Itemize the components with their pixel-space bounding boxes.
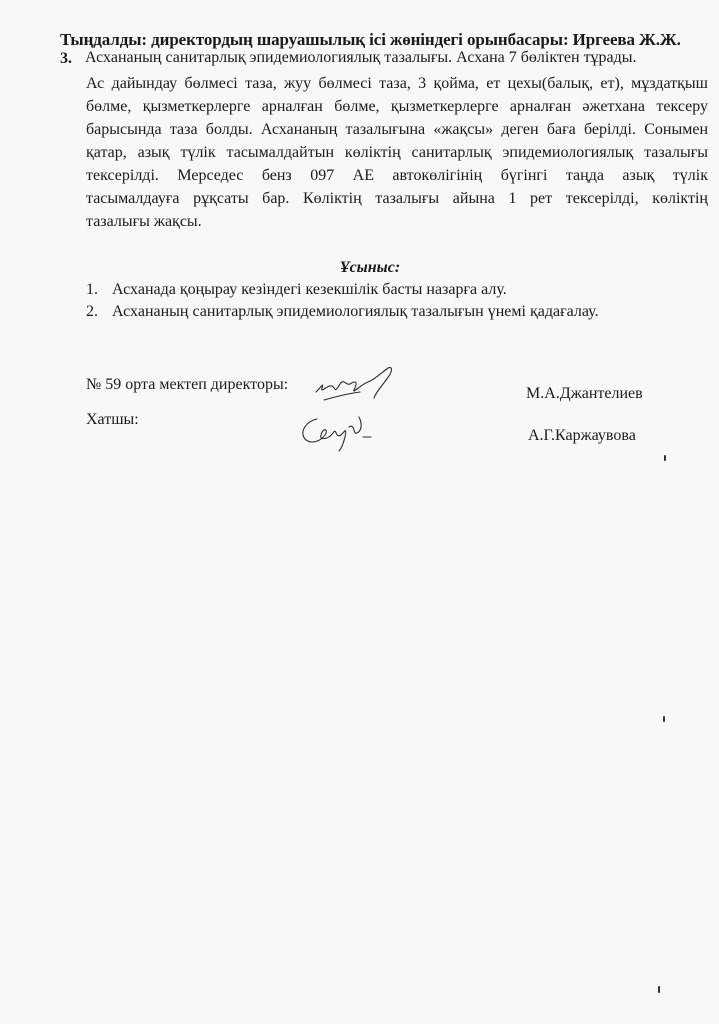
recommendation-number: 2. [86, 303, 98, 320]
paragraph-line: барысында таза болды. Асхананың тазалығына «жақсы» деген баға берілді. Сонымен [86, 121, 708, 138]
paragraph-line: Ас дайындау бөлмесі таза, жуу бөлмесі таза, 3 қойма, ет цехы(балық, ет), мұздатқыш [86, 75, 708, 92]
secretary-label: Хатшы: [86, 411, 139, 428]
heading: Тыңдалды: директордың шаруашылық ісі жөніндегі орынбасары: Иргеева Ж.Ж. [60, 30, 681, 49]
paragraph-line: қатар, азық түлік тасымалдайтын көліктің санитарлық эпидемиологиялық тазалығы [86, 144, 708, 161]
scan-mark [663, 716, 665, 722]
secretary-signature [295, 405, 385, 455]
director-name: М.А.Джантелиев [526, 385, 643, 402]
recommendation-text: Асхананың санитарлық эпидемиологиялық тазалығын үнемі қадағалау. [112, 303, 599, 320]
paragraph-line: бөлме, қызметкерлерге арналған бөлме, қызметкерлерге арналған әжетхана тексеру [86, 98, 708, 115]
recommendation-title: Ұсыныс: [339, 259, 401, 276]
scan-mark [658, 986, 660, 993]
director-signature [310, 362, 410, 410]
director-label: № 59 орта мектеп директоры: [86, 376, 289, 393]
scan-mark [664, 455, 666, 461]
paragraph-line: тазалығы жақсы. [86, 213, 202, 230]
item-paragraph [86, 72, 708, 233]
recommendation-number: 1. [86, 281, 98, 298]
paragraph-line: тасымалдауға рұқсаты бар. Көліктің тазалығы айына 1 рет тексерілді, көліктің [86, 190, 708, 207]
secretary-name: А.Г.Каржаувова [528, 427, 636, 444]
item-first-line: Асхананың санитарлық эпидемиологиялық тазалығы. Асхана 7 бөліктен тұрады. [85, 49, 637, 66]
recommendation-item [86, 279, 686, 301]
paragraph-line: тексерілді. Мерседес бенз 097 АЕ автокөлігінің бүгінгі таңда азық түлік [86, 167, 708, 184]
recommendation-item [86, 301, 686, 323]
recommendation-text: Асханада қоңырау кезіндегі кезекшілік басты назарға алу. [112, 281, 507, 298]
item-number: 3. [60, 50, 72, 67]
recommendation-list [86, 279, 686, 323]
